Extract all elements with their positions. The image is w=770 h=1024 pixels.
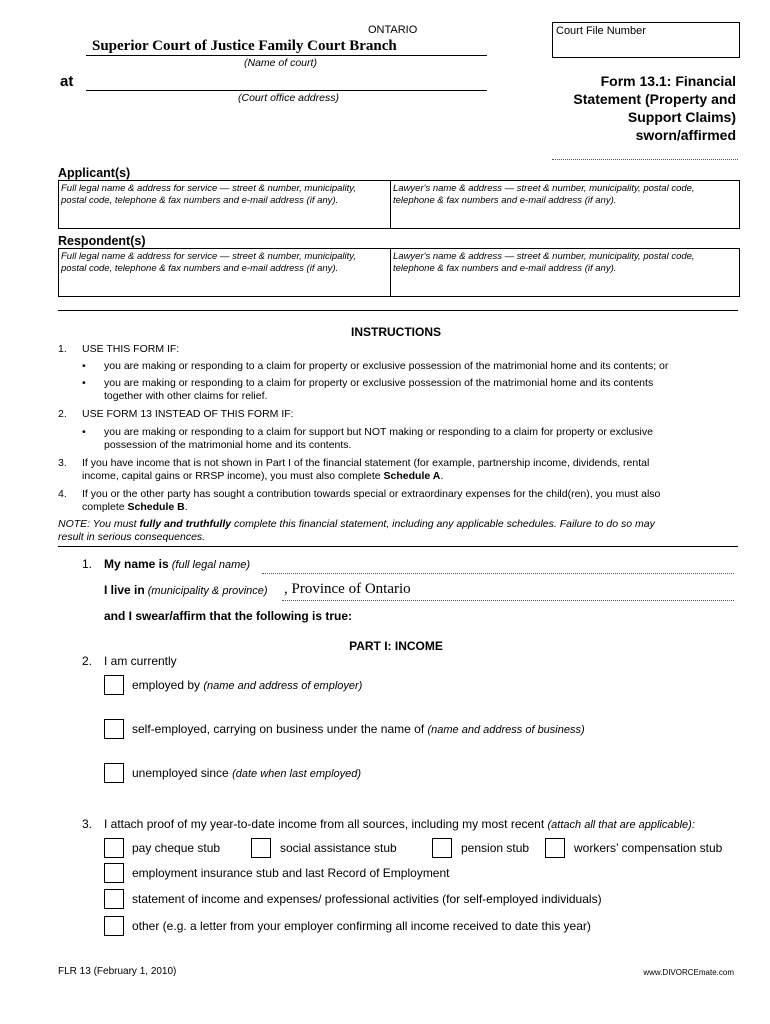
court-address-line[interactable] <box>86 90 487 91</box>
part1-heading: PART I: INCOME <box>349 639 443 653</box>
court-name-caption: (Name of court) <box>244 57 317 69</box>
pay-cheque-stub-checkbox[interactable] <box>104 838 124 858</box>
instruction-2-text: USE FORM 13 INSTEAD OF THIS FORM IF: <box>82 408 294 420</box>
bullet-2: • <box>82 377 86 389</box>
currently-label: I am currently <box>104 654 177 668</box>
applicant-divider <box>390 181 391 228</box>
social-assistance-checkbox[interactable] <box>251 838 271 858</box>
bullet-3: • <box>82 426 86 438</box>
unemployed-checkbox[interactable] <box>104 763 124 783</box>
instruction-number-2: 2. <box>58 408 67 420</box>
form-code: FLR 13 (February 1, 2010) <box>58 966 177 977</box>
respondent-divider <box>390 249 391 296</box>
instructions-top-rule <box>58 310 738 311</box>
instruction-4-text: If you or the other party has sought a contribution towards special or extraordinary expenses for the child(ren), you must also complete Schedule B. <box>82 488 661 513</box>
instructions-note: NOTE: You must fully and truthfully complete this financial statement, including any applicable schedules. Failure to do so may result in serious consequences. <box>58 518 655 543</box>
applicant-box <box>58 180 740 229</box>
statement-of-income-checkbox[interactable] <box>104 889 124 909</box>
employment-insurance-label: employment insurance stub and last Record of Employment <box>132 866 450 880</box>
item-number-1: 1. <box>82 557 93 571</box>
item-number-3: 3. <box>82 817 93 831</box>
i-live-label: I live in (municipality & province) <box>104 583 268 597</box>
pay-cheque-stub-label: pay cheque stub <box>132 841 221 855</box>
workers-compensation-label: workers’ compensation stub <box>574 841 723 855</box>
other-proof-label: other (e.g. a letter from your employer confirming all income received to date this year) <box>132 919 591 933</box>
employed-label: employed by (name and address of employer) <box>132 678 363 692</box>
social-assistance-label: social assistance stub <box>280 841 397 855</box>
applicant-party-field[interactable]: Full legal name & address for service — street & number, municipality, postal code, telephone & fax numbers and e-mail address (if any). <box>61 183 356 206</box>
respondent-party-field[interactable]: Full legal name & address for service — street & number, municipality, postal code, telephone & fax numbers and e-mail address (if any). <box>61 251 356 274</box>
court-file-number-label: Court File Number <box>556 25 646 37</box>
province-value: , Province of Ontario <box>284 581 411 597</box>
respondent-box <box>58 248 740 297</box>
website-link[interactable]: www.DIVORCEmate.com <box>643 968 734 977</box>
employment-insurance-checkbox[interactable] <box>104 863 124 883</box>
instruction-bullet-1: you are making or responding to a claim for property or exclusive possession of the matrimonial home and its contents; or <box>104 360 669 372</box>
bullet-1: • <box>82 360 86 372</box>
my-name-label: My name is (full legal name) <box>104 557 251 571</box>
swear-affirm-text: and I swear/affirm that the following is true: <box>104 609 353 623</box>
jurisdiction-label: ONTARIO <box>368 24 418 36</box>
statement-of-income-label: statement of income and expenses/ professional activities (for self-employed individuals) <box>132 892 602 906</box>
instruction-number-1: 1. <box>58 343 67 355</box>
other-proof-checkbox[interactable] <box>104 916 124 936</box>
at-label: at <box>60 73 74 90</box>
full-name-field[interactable] <box>262 573 734 574</box>
instruction-number-4: 4. <box>58 488 67 500</box>
instruction-bullet-2: you are making or responding to a claim for property or exclusive possession of the matrimonial home and its contents together with other claims for relief. <box>104 377 654 402</box>
court-name-line <box>86 55 487 56</box>
instruction-number-3: 3. <box>58 457 67 469</box>
instructions-heading: INSTRUCTIONS <box>351 325 441 339</box>
instruction-1-text: USE THIS FORM IF: <box>82 343 180 355</box>
schedule-b-label: Schedule B <box>127 501 185 513</box>
attach-proof-label: I attach proof of my year-to-date income from all sources, including my most recent (attach all that are applicable): <box>104 817 695 831</box>
municipality-field[interactable] <box>282 600 734 601</box>
applicant-lawyer-field[interactable]: Lawyer's name & address — street & number, municipality, postal code, telephone & fax numbers and e-mail address (if any). <box>393 183 695 206</box>
instructions-bottom-rule <box>58 546 738 547</box>
workers-compensation-checkbox[interactable] <box>545 838 565 858</box>
court-name[interactable]: Superior Court of Justice Family Court Branch <box>92 38 397 54</box>
applicant-heading: Applicant(s) <box>58 166 131 180</box>
self-employed-label: self-employed, carrying on business under the name of (name and address of business) <box>132 722 585 736</box>
respondent-lawyer-field[interactable]: Lawyer's name & address — street & number, municipality, postal code, telephone & fax numbers and e-mail address (if any). <box>393 251 695 274</box>
item-number-2: 2. <box>82 654 93 668</box>
schedule-a-label: Schedule A <box>383 470 441 482</box>
instruction-3-text: If you have income that is not shown in Part I of the financial statement (for example, partnership income, dividends, rental income, capital gains or RRSP income), you must also complete Schedule A. <box>82 457 650 482</box>
court-address-caption: (Court office address) <box>238 92 339 104</box>
employed-checkbox[interactable] <box>104 675 124 695</box>
court-file-number-box[interactable] <box>552 22 740 58</box>
respondent-heading: Respondent(s) <box>58 234 146 248</box>
pension-stub-label: pension stub <box>461 841 530 855</box>
self-employed-checkbox[interactable] <box>104 719 124 739</box>
instruction-bullet-3: you are making or responding to a claim for support but NOT making or responding to a claim for property or exclusive possession of the matrimonial home and its contents. <box>104 426 653 451</box>
form-title: Form 13.1: Financial Statement (Property and Support Claims) sworn/affirmed <box>573 73 736 143</box>
unemployed-label: unemployed since (date when last employed) <box>132 766 362 780</box>
signature-dotted-line <box>552 159 738 160</box>
pension-stub-checkbox[interactable] <box>432 838 452 858</box>
